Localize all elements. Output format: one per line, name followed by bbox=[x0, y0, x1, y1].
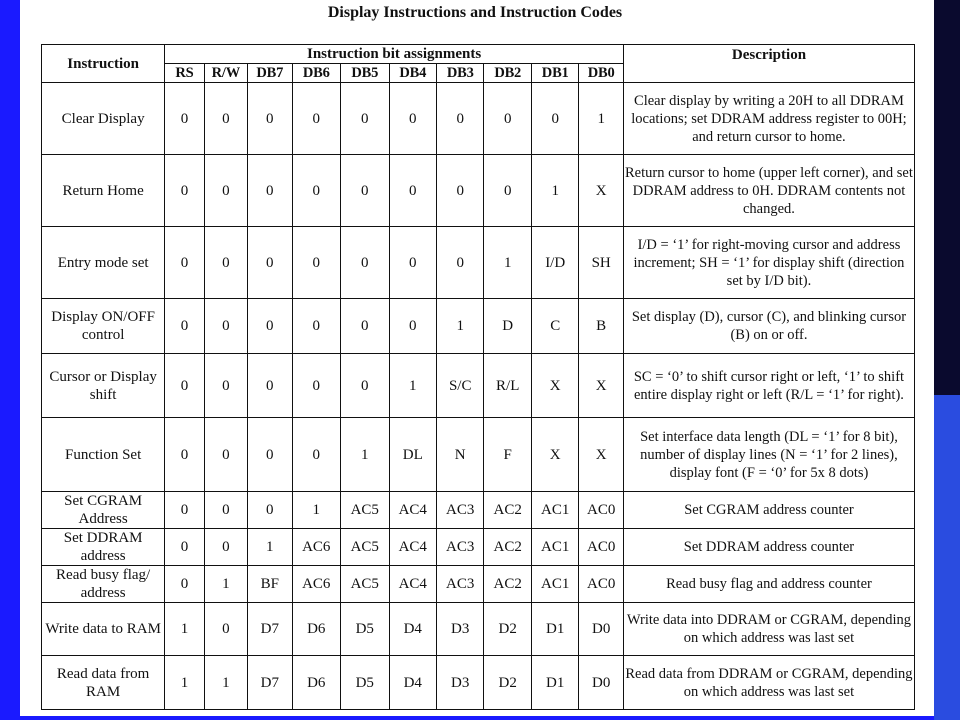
instruction-name: Entry mode set bbox=[42, 227, 165, 299]
bit-cell: AC3 bbox=[436, 566, 483, 603]
instruction-description: Write data into DDRAM or CGRAM, depending on which address was last set bbox=[623, 603, 914, 656]
bit-cell: D2 bbox=[484, 656, 531, 710]
bit-cell: 0 bbox=[248, 492, 292, 529]
bit-cell: 0 bbox=[165, 566, 204, 603]
bit-cell: 1 bbox=[248, 529, 292, 566]
bit-header-rw: R/W bbox=[204, 64, 247, 83]
bit-cell: D1 bbox=[531, 603, 578, 656]
instruction-description: Read data from DDRAM or CGRAM, depending on which address was last set bbox=[623, 656, 914, 710]
instruction-name: Clear Display bbox=[42, 83, 165, 155]
bit-cell: AC5 bbox=[341, 529, 389, 566]
bit-cell: 0 bbox=[531, 83, 578, 155]
bit-cell: 0 bbox=[484, 83, 531, 155]
bit-cell: 1 bbox=[436, 299, 483, 354]
bit-cell: 0 bbox=[165, 227, 204, 299]
bit-cell: 1 bbox=[292, 492, 340, 529]
bit-cell: 0 bbox=[165, 299, 204, 354]
bit-cell: D0 bbox=[579, 603, 624, 656]
bit-cell: D6 bbox=[292, 656, 340, 710]
bit-cell: 1 bbox=[204, 566, 247, 603]
instruction-name: Return Home bbox=[42, 155, 165, 227]
bit-cell: AC3 bbox=[436, 492, 483, 529]
bit-header-rs: RS bbox=[165, 64, 204, 83]
bit-cell: DL bbox=[389, 418, 436, 492]
bit-cell: AC2 bbox=[484, 529, 531, 566]
bit-cell: AC5 bbox=[341, 492, 389, 529]
instruction-name: Read busy flag/ address bbox=[42, 566, 165, 603]
bit-cell: 0 bbox=[292, 354, 340, 418]
bit-cell: 1 bbox=[341, 418, 389, 492]
bit-cell: 0 bbox=[292, 155, 340, 227]
bit-cell: 0 bbox=[292, 227, 340, 299]
instruction-name: Cursor or Display shift bbox=[42, 354, 165, 418]
bit-cell: AC0 bbox=[579, 566, 624, 603]
bit-cell: AC2 bbox=[484, 492, 531, 529]
bit-cell: BF bbox=[248, 566, 292, 603]
bit-cell: 1 bbox=[165, 603, 204, 656]
bit-cell: AC0 bbox=[579, 529, 624, 566]
bit-cell: D3 bbox=[436, 603, 483, 656]
bit-cell: 0 bbox=[341, 354, 389, 418]
bit-header-db7: DB7 bbox=[248, 64, 292, 83]
bit-cell: I/D bbox=[531, 227, 578, 299]
bit-header-db3: DB3 bbox=[436, 64, 483, 83]
instruction-description: Return cursor to home (upper left corner), and set DDRAM address to 0H. DDRAM contents not changed. bbox=[623, 155, 914, 227]
bit-cell: D7 bbox=[248, 656, 292, 710]
bit-cell: 0 bbox=[248, 299, 292, 354]
bit-cell: 0 bbox=[292, 83, 340, 155]
bit-cell: X bbox=[579, 155, 624, 227]
bit-cell: AC3 bbox=[436, 529, 483, 566]
slide-title-text: Display Instructions and Instruction Codes bbox=[327, 4, 623, 21]
bit-cell: 0 bbox=[341, 83, 389, 155]
bit-header-db6: DB6 bbox=[292, 64, 340, 83]
table-row bbox=[42, 656, 915, 710]
bit-cell: AC1 bbox=[531, 566, 578, 603]
header-bit-assignments: Instruction bit assignments bbox=[165, 45, 624, 64]
bit-cell: X bbox=[531, 354, 578, 418]
bit-cell: 1 bbox=[204, 656, 247, 710]
bit-cell: 0 bbox=[204, 299, 247, 354]
bit-cell: AC4 bbox=[389, 492, 436, 529]
bit-cell: D6 bbox=[292, 603, 340, 656]
instruction-table bbox=[41, 44, 915, 710]
bit-cell: 0 bbox=[248, 354, 292, 418]
bit-cell: 0 bbox=[292, 418, 340, 492]
bit-cell: AC0 bbox=[579, 492, 624, 529]
bit-cell: 0 bbox=[436, 227, 483, 299]
bit-cell: 0 bbox=[389, 227, 436, 299]
slide-title bbox=[0, 4, 934, 22]
header-instruction: Instruction bbox=[42, 45, 165, 83]
instruction-name: Display ON/OFF control bbox=[42, 299, 165, 354]
bit-cell: S/C bbox=[436, 354, 483, 418]
instruction-name: Function Set bbox=[42, 418, 165, 492]
bit-cell: D7 bbox=[248, 603, 292, 656]
bit-cell: D bbox=[484, 299, 531, 354]
bit-cell: SH bbox=[579, 227, 624, 299]
bit-cell: D0 bbox=[579, 656, 624, 710]
bit-cell: D3 bbox=[436, 656, 483, 710]
bit-cell: 0 bbox=[204, 227, 247, 299]
bit-cell: D4 bbox=[389, 603, 436, 656]
bit-cell: 0 bbox=[204, 603, 247, 656]
bit-cell: R/L bbox=[484, 354, 531, 418]
bit-cell: D1 bbox=[531, 656, 578, 710]
bit-cell: 0 bbox=[165, 529, 204, 566]
slide-right-accent-bar-blue bbox=[934, 395, 960, 720]
bit-header-db0: DB0 bbox=[579, 64, 624, 83]
bit-cell: N bbox=[436, 418, 483, 492]
slide-right-accent-bar-dark bbox=[934, 0, 960, 395]
bit-cell: X bbox=[531, 418, 578, 492]
bit-cell: 0 bbox=[165, 492, 204, 529]
bit-cell: 0 bbox=[484, 155, 531, 227]
bit-cell: 0 bbox=[292, 299, 340, 354]
bit-cell: AC1 bbox=[531, 492, 578, 529]
instruction-name: Set DDRAM address bbox=[42, 529, 165, 566]
table-row bbox=[42, 418, 915, 492]
table-row bbox=[42, 566, 915, 603]
bit-cell: 0 bbox=[436, 155, 483, 227]
table-row bbox=[42, 83, 915, 155]
bit-cell: 0 bbox=[165, 354, 204, 418]
instruction-description: Set interface data length (DL = ‘1’ for 8 bit), number of display lines (N = ‘1’ for 2 lines), display font (F = ‘0’ for 5x 8 dots) bbox=[623, 418, 914, 492]
slide-left-accent-bar bbox=[0, 0, 20, 720]
bit-cell: X bbox=[579, 418, 624, 492]
instruction-description: Set CGRAM address counter bbox=[623, 492, 914, 529]
bit-cell: 0 bbox=[341, 155, 389, 227]
bit-cell: 1 bbox=[165, 656, 204, 710]
bit-cell: 0 bbox=[248, 83, 292, 155]
bit-header-db4: DB4 bbox=[389, 64, 436, 83]
bit-cell: 0 bbox=[436, 83, 483, 155]
bit-cell: AC4 bbox=[389, 529, 436, 566]
bit-cell: AC6 bbox=[292, 529, 340, 566]
bit-cell: 0 bbox=[389, 299, 436, 354]
instruction-description: Set DDRAM address counter bbox=[623, 529, 914, 566]
table-row bbox=[42, 155, 915, 227]
table-row bbox=[42, 492, 915, 529]
bit-cell: AC2 bbox=[484, 566, 531, 603]
bit-cell: 0 bbox=[204, 354, 247, 418]
bit-cell: 0 bbox=[389, 83, 436, 155]
bit-cell: D5 bbox=[341, 603, 389, 656]
header-description: Description bbox=[623, 45, 914, 83]
bit-cell: 0 bbox=[204, 492, 247, 529]
bit-cell: 0 bbox=[165, 83, 204, 155]
instruction-rows bbox=[42, 83, 915, 710]
bit-cell: 1 bbox=[579, 83, 624, 155]
instruction-description: Clear display by writing a 20H to all DDRAM locations; set DDRAM address register to 00H; and return cursor to home. bbox=[623, 83, 914, 155]
instruction-description: Read busy flag and address counter bbox=[623, 566, 914, 603]
bit-cell: AC6 bbox=[292, 566, 340, 603]
bit-cell: X bbox=[579, 354, 624, 418]
bit-cell: 0 bbox=[341, 227, 389, 299]
bit-cell: B bbox=[579, 299, 624, 354]
bit-header-db1: DB1 bbox=[531, 64, 578, 83]
bit-cell: 0 bbox=[204, 418, 247, 492]
instruction-description: I/D = ‘1’ for right-moving cursor and address increment; SH = ‘1’ for display shift (direction set by I/D bit). bbox=[623, 227, 914, 299]
bit-header-db2: DB2 bbox=[484, 64, 531, 83]
bit-cell: 0 bbox=[165, 418, 204, 492]
instruction-description: SC = ‘0’ to shift cursor right or left, ‘1’ to shift entire display right or left (R/L = ‘1’ for right). bbox=[623, 354, 914, 418]
instruction-name: Set CGRAM Address bbox=[42, 492, 165, 529]
slide-bottom-accent-line bbox=[20, 716, 934, 720]
bit-cell: AC1 bbox=[531, 529, 578, 566]
bit-cell: F bbox=[484, 418, 531, 492]
bit-cell: D5 bbox=[341, 656, 389, 710]
bit-cell: 0 bbox=[204, 83, 247, 155]
bit-cell: 1 bbox=[484, 227, 531, 299]
bit-cell: 0 bbox=[165, 155, 204, 227]
table-row bbox=[42, 299, 915, 354]
table-header-row bbox=[42, 45, 915, 64]
bit-cell: D4 bbox=[389, 656, 436, 710]
bit-cell: 1 bbox=[531, 155, 578, 227]
table-row bbox=[42, 529, 915, 566]
bit-cell: 0 bbox=[389, 155, 436, 227]
bit-cell: C bbox=[531, 299, 578, 354]
instruction-name: Read data from RAM bbox=[42, 656, 165, 710]
bit-cell: D2 bbox=[484, 603, 531, 656]
bit-cell: 1 bbox=[389, 354, 436, 418]
bit-cell: 0 bbox=[248, 227, 292, 299]
table-row bbox=[42, 354, 915, 418]
bit-cell: 0 bbox=[248, 155, 292, 227]
bit-cell: AC5 bbox=[341, 566, 389, 603]
bit-cell: AC4 bbox=[389, 566, 436, 603]
bit-header-db5: DB5 bbox=[341, 64, 389, 83]
bit-cell: 0 bbox=[204, 529, 247, 566]
instruction-name: Write data to RAM bbox=[42, 603, 165, 656]
table-row bbox=[42, 603, 915, 656]
table-row bbox=[42, 227, 915, 299]
bit-cell: 0 bbox=[204, 155, 247, 227]
instruction-description: Set display (D), cursor (C), and blinking cursor (B) on or off. bbox=[623, 299, 914, 354]
bit-cell: 0 bbox=[248, 418, 292, 492]
bit-cell: 0 bbox=[341, 299, 389, 354]
